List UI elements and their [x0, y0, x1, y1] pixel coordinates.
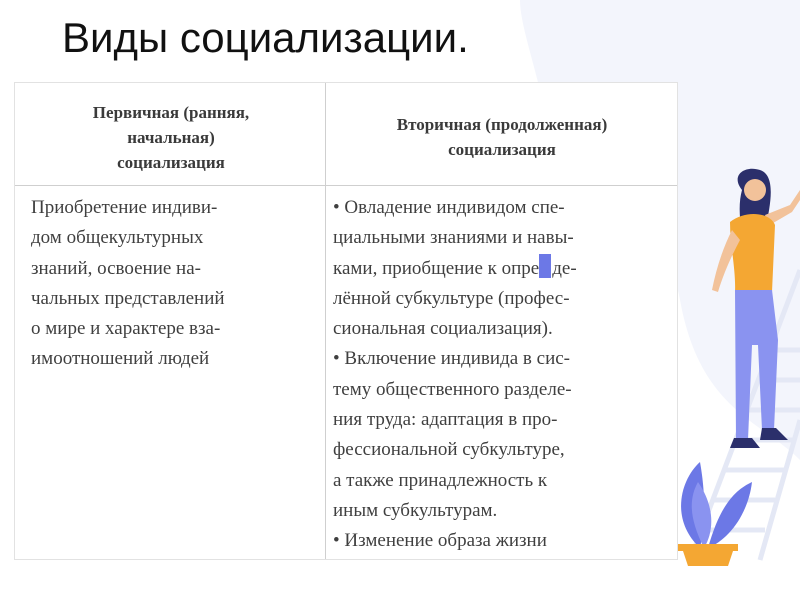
header-primary-line: Первичная (ранняя,: [92, 102, 250, 122]
secondary-line: сиональная социализация).: [333, 318, 553, 340]
potted-plant-icon: [678, 462, 752, 566]
pants-icon: [735, 290, 778, 440]
head-icon: [744, 179, 766, 201]
secondary-line: • Изменение образа жизни: [333, 530, 547, 552]
secondary-line: • Включение индивида в сис-: [333, 348, 571, 370]
shoe-right-icon: [760, 428, 788, 440]
primary-line: Приобретение индиви-: [31, 197, 218, 218]
slide-title: Виды социализации.: [62, 14, 469, 61]
secondary-line: лённой субкультуре (профес-: [333, 287, 570, 309]
secondary-line: ния труда: адаптация в про-: [333, 409, 558, 431]
woman-figure-icon: [712, 169, 800, 448]
header-primary-line: начальная): [127, 127, 215, 147]
primary-line: знаний, освоение на-: [31, 257, 201, 279]
secondary-line: иным субкультурам.: [333, 499, 498, 521]
header-secondary-line: Вторичная (продолженная): [396, 115, 608, 134]
secondary-line-tail: де-: [552, 257, 577, 279]
secondary-line: а также принадлежность к: [333, 469, 548, 491]
shoe-left-icon: [730, 438, 760, 448]
pot-rim-icon: [678, 544, 738, 551]
secondary-line-text: ками, приобщение к опре: [333, 257, 540, 279]
header-primary-line: социализация: [117, 152, 225, 172]
shirt-icon: [730, 214, 775, 292]
primary-line: о мире и характере вза-: [31, 318, 221, 340]
leaf-icon: [708, 482, 752, 548]
secondary-line: • Овладение индивидом спе-: [333, 197, 565, 218]
secondary-line: тему общественного разделе-: [333, 378, 572, 400]
primary-line: чальных представлений: [31, 287, 225, 309]
header-secondary-line: социализация: [448, 140, 556, 159]
primary-line: имоотношений людей: [31, 348, 210, 370]
secondary-line: циальными знаниями и навы-: [333, 227, 574, 249]
secondary-line: фессиональной субкультуре,: [333, 439, 565, 461]
primary-line: дом общекультурных: [31, 227, 204, 249]
